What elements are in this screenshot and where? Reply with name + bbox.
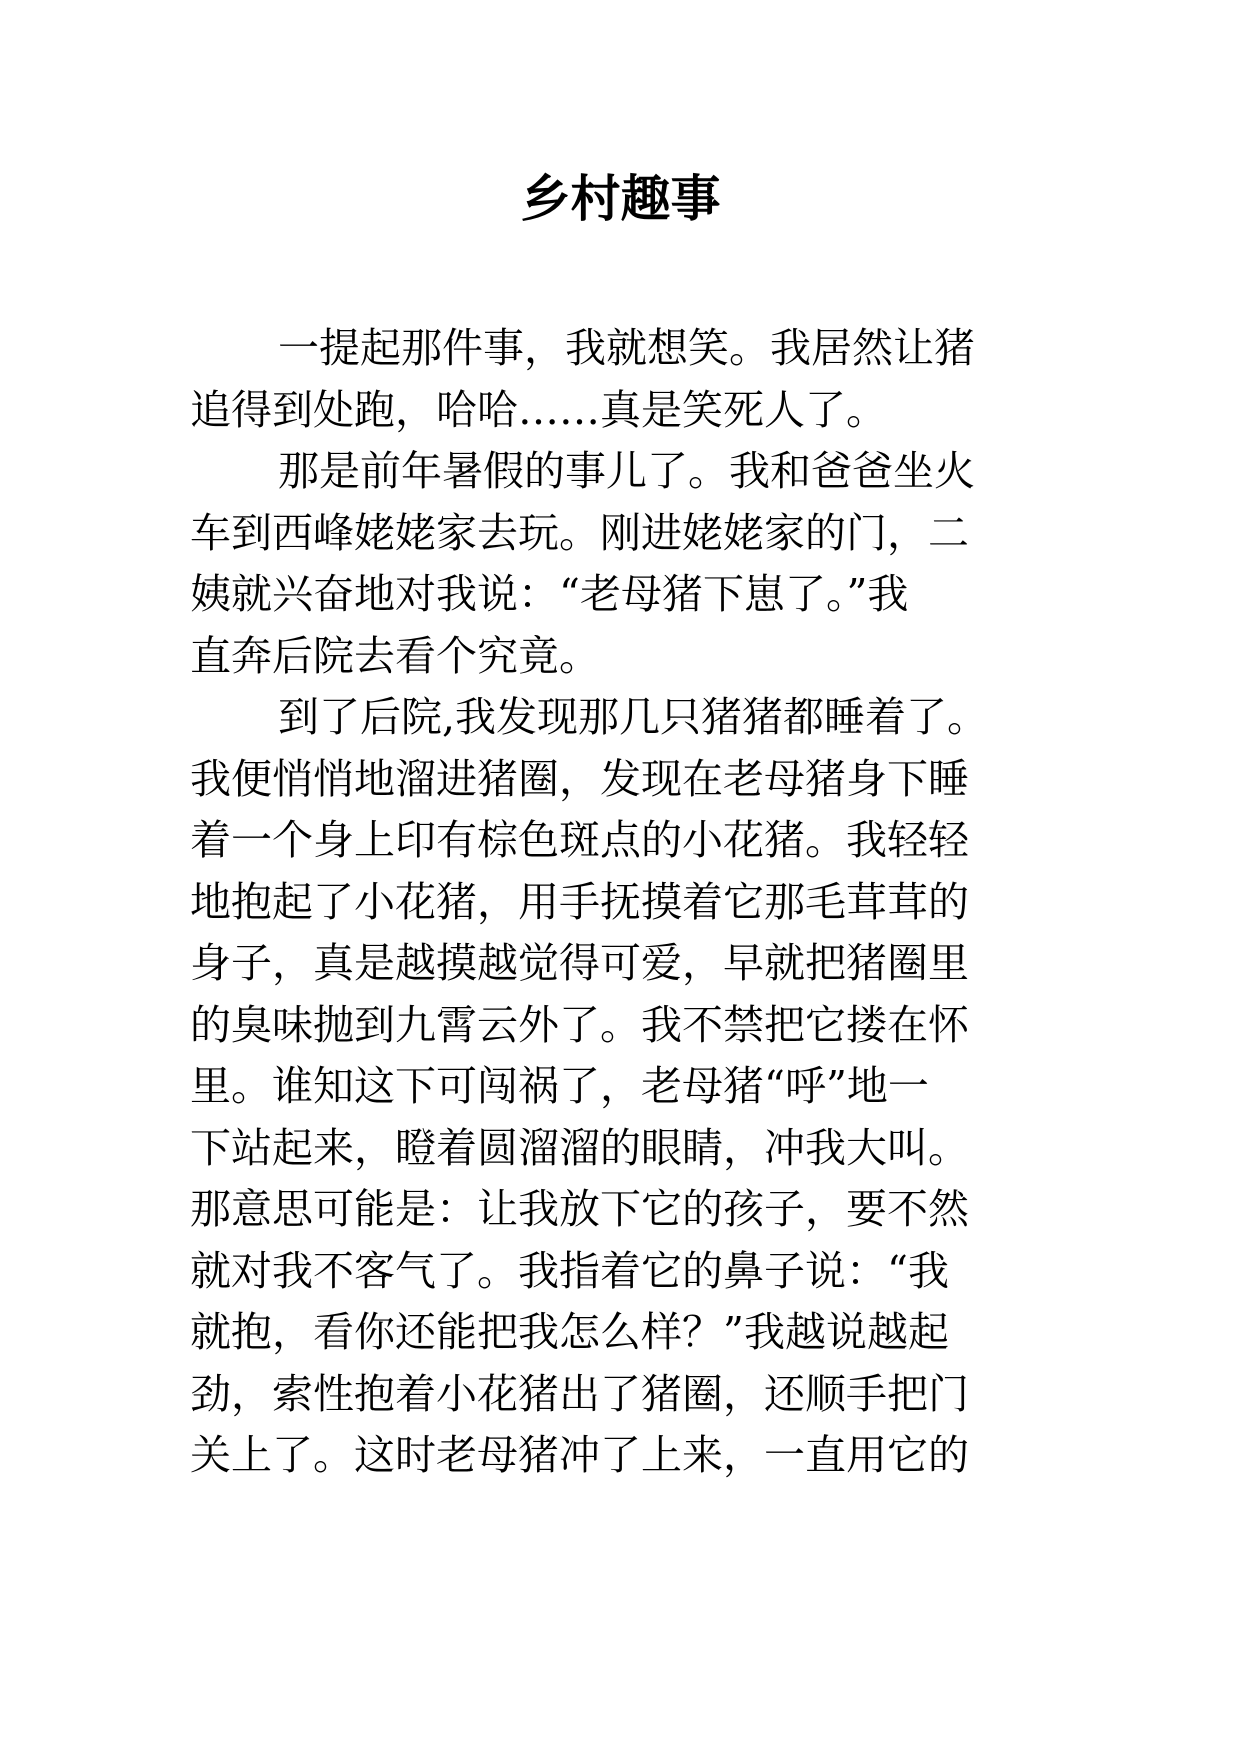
text-line: 身子，真是越摸越觉得可爱，早就把猪圈里	[190, 939, 969, 987]
text-line: 下站起来，瞪着圆溜溜的眼睛，冲我大叫。	[190, 1123, 969, 1172]
text-line: 我便悄悄地溜进猪圈，发现在老母猪身下睡	[190, 754, 969, 803]
text-line: 车到西峰姥姥家去玩。刚进姥姥家的门，二	[190, 508, 969, 557]
text-line: 关上了。这时老母猪冲了上来，一直用它的	[190, 1431, 969, 1479]
text-line: 那意思可能是：让我放下它的孩子，要不然	[190, 1185, 969, 1233]
text-line: 追得到处跑，哈哈……真是笑死人了。	[190, 385, 887, 434]
text-line: 就抱，看你还能把我怎么样？”我越说越起	[190, 1308, 949, 1356]
text-line: 地抱起了小花猪，用手抚摸着它那毛茸茸的	[190, 877, 969, 926]
text-line: 那是前年暑假的事儿了。我和爸爸坐火	[278, 447, 975, 495]
text-line: 到了后院,我发现那几只猪猪都睡着了。	[278, 693, 989, 741]
text-line: 一提起那件事，我就想笑。我居然让猪	[278, 324, 975, 372]
text-line: 的臭味抛到九霄云外了。我不禁把它搂在怀	[190, 1000, 969, 1049]
text-line: 就对我不客气了。我指着它的鼻子说：“我	[190, 1246, 949, 1295]
document-body	[190, 318, 1060, 1487]
text-line: 姨就兴奋地对我说：“老母猪下崽了。”我	[190, 570, 909, 618]
text-line: 劲，索性抱着小花猪出了猪圈，还顺手把门	[190, 1369, 969, 1418]
text-line: 直奔后院去看个究竟。	[190, 631, 600, 680]
text-line: 着一个身上印有棕色斑点的小花猪。我轻轻	[190, 816, 969, 864]
text-line: 里。谁知这下可闯祸了，老母猪“呼”地一	[190, 1062, 929, 1110]
document-title: 乡村趣事	[520, 169, 721, 228]
